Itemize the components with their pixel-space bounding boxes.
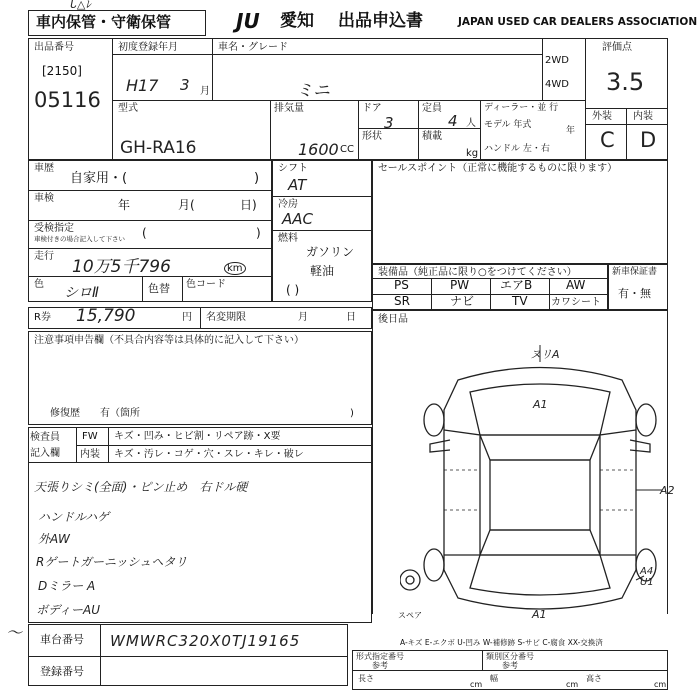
handle-label: ハンドル 左・右 [484,144,550,154]
sales-points-block [372,160,668,264]
ju-logo: JU [236,9,260,33]
class-cert-sub: 参考 [502,661,518,670]
drive-2wd: 2WD [545,55,569,66]
dim-height-unit: cm [654,680,667,689]
sales-points-label: セールスポイント（正常に機能するものに限ります） [378,163,618,174]
load-unit: kg [466,148,479,159]
equip-tv: TV [512,294,528,308]
acceptance-close: ) [256,226,261,240]
inspection-day: 日) [240,198,257,212]
repair-close: ) [350,408,354,419]
paint-label: 色替 [148,282,170,295]
exterior-value: C [600,128,615,152]
dealer-label: ディーラー・並 行 [484,103,559,113]
doors-value: 3 [384,114,394,132]
equip-aw: AW [566,278,586,292]
damage-top: ヌリA [530,348,560,361]
registration-label: 登録番号 [40,665,84,678]
lot-sub: [2150] [42,64,82,78]
equip-airbag: エアB [500,278,533,292]
name-label: 車名・グレード [218,42,288,53]
fuel-gasoline: ガソリン [306,245,355,259]
inspector-label-2: 記入欄 [30,448,60,459]
shift-value: AT [288,176,307,194]
name-change-label: 名変期限 [206,312,246,323]
reg-label: 初度登録年月 [118,42,178,53]
shift-label: シフト [278,163,308,174]
equip-navi: ナビ [450,294,475,308]
car-name-value: ミニ [296,81,330,101]
inspector-fw-items: キズ・凹み・ヒビ割・リペア跡・X要 [114,431,281,442]
inspector-interior: 内装 [80,449,100,460]
color-code-label: 色コード [186,279,226,290]
repair-history: 修復歴 有（箇所 [50,408,140,419]
acceptance-note: 車検付きの場合記入して下さい [34,235,125,243]
fuel-diesel: 軽油 [310,264,335,278]
notes-label: 注意事項申告欄（不具合内容等は具体的に記入して下さい） [34,335,304,346]
acceptance-label: 受検指定 [34,223,74,234]
inspection-year: 年 [118,198,131,212]
recycle-unit: 円 [182,312,192,323]
class-cert-label: 類別区分番号 [486,652,534,661]
damage-a2-side: A2 [660,484,675,497]
color-value: シロⅡ [64,285,99,301]
capacity-unit: 人 [466,118,476,129]
warranty-value: 有・無 [618,287,651,300]
lot-label: 出品番号 [34,42,74,53]
reg-month-unit: 月 [200,86,210,97]
mileage-unit: km [224,262,246,275]
equip-ps: PS [394,278,409,292]
history-value: 自家用・( [70,171,128,186]
damage-a1-bottom: A1 [532,608,547,621]
load-label: 積載 [422,131,442,142]
doors-label: ドア [362,103,382,114]
dealer-model-year: モデル 年式 [484,120,532,130]
damage-a1-top: A1 [533,398,548,411]
reg-era-year: H17 [126,76,159,95]
displacement-label: 排気量 [274,103,304,114]
dim-length-unit: cm [470,680,483,689]
equip-pw: PW [450,278,470,292]
damage-legend: A-キズ E-エクボ U-凹み W-補修跡 S-サビ C-腐食 XX-交換済 [400,638,603,647]
spare-label: スペア [398,611,422,620]
reg-month: 3 [180,76,190,94]
history-close: ) [254,171,260,186]
history-label: 車歴 [34,163,54,174]
warranty-label: 新車保証書 [612,267,658,277]
score-label: 評価点 [602,42,632,53]
model-label: 型式 [118,103,138,114]
name-change-day: 日 [346,312,356,323]
interior-value: D [640,128,657,152]
note-line-5: Dミラー A [38,579,96,593]
dim-length: 長さ [358,674,374,683]
recycle-value: 15,790 [76,306,136,326]
damage-a4u1: A4 U1 [640,566,654,588]
color-label: 色 [34,279,44,290]
displacement-unit: CC [340,144,354,155]
org-name: 愛知 [280,11,314,31]
chassis-value: WMWRC320X0TJ19165 [110,632,301,650]
note-line-6: ボディーAU [36,603,101,617]
rear-date-label: 後日品 [378,314,408,325]
mileage-label: 走行 [34,251,54,262]
ac-label: 冷房 [278,199,298,210]
lot-number: 05116 [34,88,101,112]
model-value: GH-RA16 [120,138,197,158]
ac-value: AAC [282,210,313,228]
shape-cert-label: 形式指定番号 [356,652,404,661]
interior-label: 内装 [633,111,653,122]
mileage-value: 10万5千796 [72,257,171,277]
displacement-value: 1600 [298,140,339,159]
inspector-label: 検査員 [30,432,60,443]
name-change-month: 月 [298,312,308,323]
note-line-3: 外AW [38,532,70,546]
car-body-diagram [400,340,680,630]
fuel-paren: ( ) [286,283,300,297]
capacity-label: 定員 [422,103,442,114]
dim-width: 幅 [490,674,498,683]
equip-leather-seat: カワシート [551,297,601,308]
recycle-label: R券 [34,312,51,323]
note-line-4: Rゲートガーニッシュヘタリ [36,555,188,569]
shape-cert-sub: 参考 [372,661,388,670]
left-margin-mark: ～ [6,623,23,642]
acceptance-open: ( [142,226,147,240]
dealer-year-unit: 年 [566,126,576,136]
equipment-label: 装備品（純正品に限り○をつけてください） [378,267,577,278]
inspector-fw: FW [82,431,98,442]
inspector-interior-items: キズ・汚レ・コゲ・穴・スレ・キレ・破レ [114,449,304,460]
inspection-label: 車検 [34,193,54,204]
dim-width-unit: cm [566,680,579,689]
fuel-label: 燃料 [278,233,298,244]
header-scribble: ᒐ△ﾚ [70,0,91,11]
drive-4wd: 4WD [545,79,569,90]
capacity-value: 4 [448,112,458,130]
shape-label: 形状 [362,131,382,142]
equip-sr: SR [394,294,410,308]
note-line-1: 天張りシミ(全面)・ピン止め 右ドル硬 [34,480,248,494]
note-line-2: ハンドルハゲ [38,510,110,524]
score-value: 3.5 [606,68,645,96]
exterior-label: 外装 [592,111,612,122]
association-name: JAPAN USED CAR DEALERS ASSOCIATION [458,16,698,28]
doc-title: 出品申込書 [338,11,423,31]
inspection-month: 月( [178,198,195,212]
storage-label: 車内保管・守衛保管 [36,13,172,31]
chassis-label: 車台番号 [40,633,84,646]
shift-block [272,160,372,302]
dim-height: 高さ [586,674,602,683]
